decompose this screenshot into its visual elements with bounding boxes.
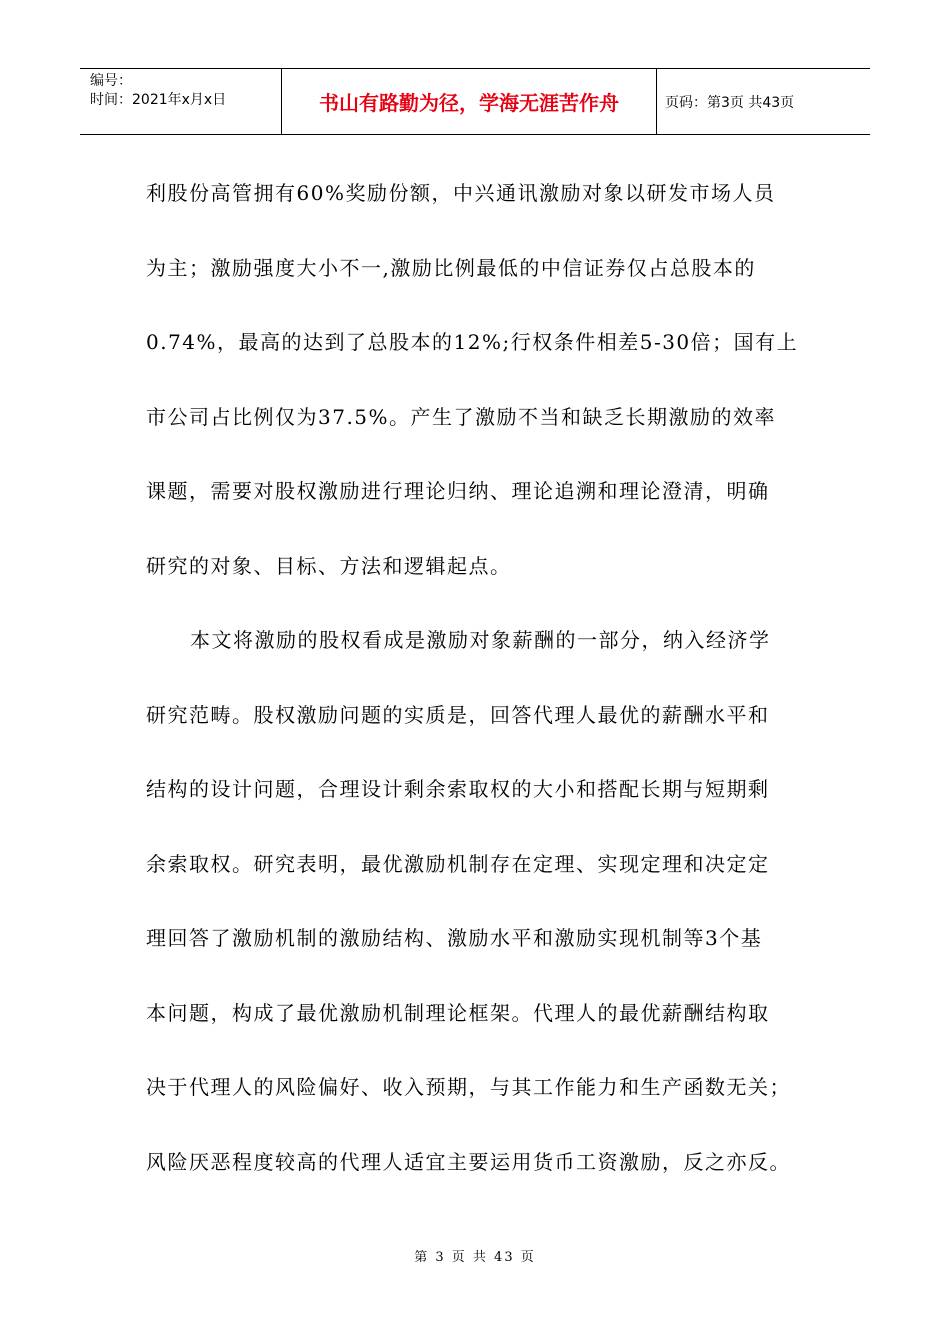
text-line: 利股份高管拥有60%奖励份额，中兴通讯激励对象以研发市场人员 (146, 181, 776, 205)
header-meta (80, 69, 282, 134)
text-line: 结构的设计问题，合理设计剩余索取权的大小和搭配长期与短期剩 (146, 777, 770, 801)
text-line: 为主；激励强度大小不一,激励比例最低的中信证券仅占总股本的 (146, 255, 756, 280)
document-body (146, 156, 806, 1199)
text-line: 市公司占比例仅为37.5%。产生了激励不当和缺乏长期激励的效率 (146, 404, 777, 429)
text-line: 余索取权。研究表明，最优激励机制存在定理、实现定理和决定定 (146, 851, 770, 876)
header-motto: 书山有路勤为径，学海无涯苦作舟 (282, 69, 657, 134)
text-line: 研究的对象、目标、方法和逻辑起点。 (146, 553, 512, 578)
text-line: 研究范畴。股权激励问题的实质是，回答代理人最优的薪酬水平和 (146, 702, 770, 727)
text-line: 课题，需要对股权激励进行理论归纳、理论追溯和理论澄清，明确 (146, 479, 770, 503)
text-line: 决于代理人的风险偏好、收入预期，与其工作能力和生产函数无关； (146, 1075, 791, 1099)
text-line: 理回答了激励机制的激励结构、激励水平和激励实现机制等3个基 (146, 926, 763, 950)
time-label: 时间：2021年x月x日 (90, 92, 227, 108)
header-page-info: 页码：第3页 共43页 (665, 94, 795, 111)
number-label: 编号： (90, 73, 132, 89)
paragraph-start-line: 本文将激励的股权看成是激励对象薪酬的一部分，纳入经济学 (190, 628, 771, 652)
text-line: 风险厌恶程度较高的代理人适宜主要运用货币工资激励，反之亦反。 (146, 1149, 791, 1174)
page-footer: 第 3 页 共 43 页 (414, 1250, 536, 1265)
text-line: 本问题，构成了最优激励机制理论框架。代理人的最优薪酬结构取 (146, 1000, 770, 1025)
text-line: 0.74%，最高的达到了总股本的12%;行权条件相差5-30倍；国有上 (146, 330, 799, 354)
page-header (80, 68, 870, 135)
